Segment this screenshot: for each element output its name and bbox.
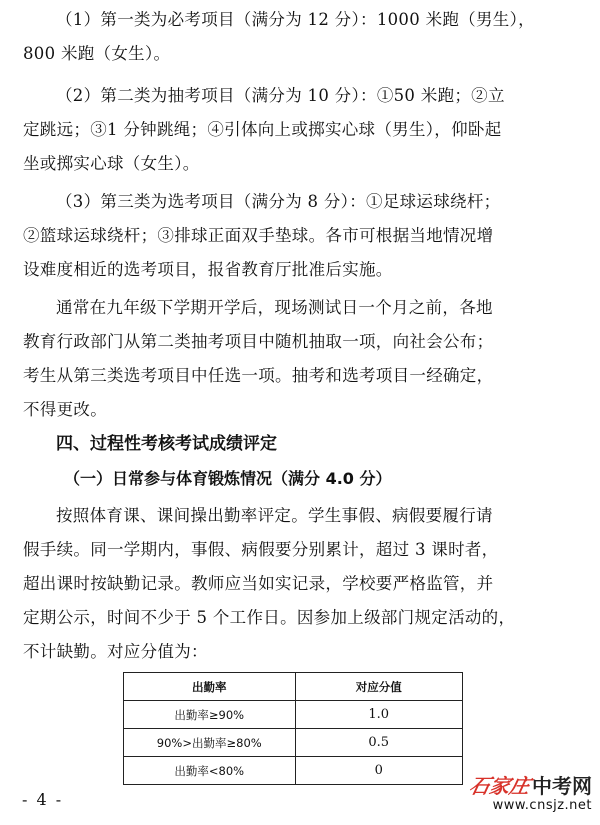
- watermark-site-name: 中考网: [532, 774, 592, 798]
- paragraph-random-items: [23, 79, 583, 181]
- text-line: 设难度相近的选考项目，报省教育厅批准后实施。: [23, 260, 393, 279]
- table-row: [124, 729, 463, 757]
- table-cell-attendance: 90%>出勤率≥80%: [124, 729, 296, 757]
- watermark-url: www.cnsjz.net: [492, 798, 592, 813]
- text-line: 超出课时按缺勤记录。教师应当如实记录，学校要严格监管，并: [23, 574, 494, 593]
- paragraph-optional-items: [23, 185, 583, 287]
- text-line: （2）第二类为抽考项目（满分为 10 分）：①50 米跑；②立: [56, 86, 505, 105]
- watermark-script-logo: 石家庄: [467, 774, 533, 798]
- text-line: 教育行政部门从第二类抽考项目中随机抽取一项，向社会公布；: [23, 332, 494, 351]
- page-number: - 4 -: [22, 790, 64, 809]
- text-line: 坐或掷实心球（女生）。: [23, 154, 200, 173]
- paragraph-selection-procedure: [23, 291, 583, 427]
- text-line: （1）第一类为必考项目（满分为 12 分）：1000 米跑（男生），: [56, 10, 535, 29]
- text-line: 不得更改。: [23, 400, 107, 419]
- text-line: 通常在九年级下学期开学后，现场测试日一个月之前，各地: [56, 298, 493, 317]
- paragraph-required-items: [23, 3, 583, 71]
- text-line: 考生从第三类选考项目中任选一项。抽考和选考项目一经确定，: [23, 366, 494, 385]
- table-header-score: 对应分值: [295, 673, 462, 701]
- sub-heading: （一）日常参与体育锻炼情况（满分 4.0 分）: [64, 469, 392, 488]
- table-cell-attendance: 出勤率<80%: [124, 757, 296, 785]
- watermark-brand: [467, 770, 592, 799]
- text-line: 按照体育课、课间操出勤率评定。学生事假、病假要履行请: [56, 506, 493, 525]
- table-header-attendance: 出勤率: [124, 673, 296, 701]
- text-line: （3）第三类为选考项目（满分为 8 分）：①足球运球绕杆；: [56, 192, 501, 211]
- table-cell-score: 0.5: [295, 729, 462, 757]
- text-line: ②篮球运球绕杆；③排球正面双手垫球。各市可根据当地情况增: [23, 226, 494, 245]
- table-cell-score: 0: [295, 757, 462, 785]
- table-cell-score: 1.0: [295, 701, 462, 729]
- text-line: 定期公示，时间不少于 5 个工作日。因参加上级部门规定活动的，: [23, 608, 516, 627]
- attendance-score-table: [123, 672, 463, 785]
- paragraph-attendance: [23, 499, 583, 669]
- text-line: 假手续。同一学期内，事假、病假要分别累计，超过 3 课时者，: [23, 540, 499, 559]
- table-row: [124, 701, 463, 729]
- table-cell-attendance: 出勤率≥90%: [124, 701, 296, 729]
- text-line: 定跳远；③1 分钟跳绳；④引体向上或掷实心球（男生），仰卧起: [23, 120, 502, 139]
- section-heading: 四、过程性考核考试成绩评定: [56, 434, 277, 454]
- text-line: 不计缺勤。对应分值为：: [23, 642, 208, 661]
- text-line: 800 米跑（女生）。: [23, 44, 171, 63]
- table-header-row: [124, 673, 463, 701]
- table-row: [124, 757, 463, 785]
- site-watermark: [442, 770, 592, 820]
